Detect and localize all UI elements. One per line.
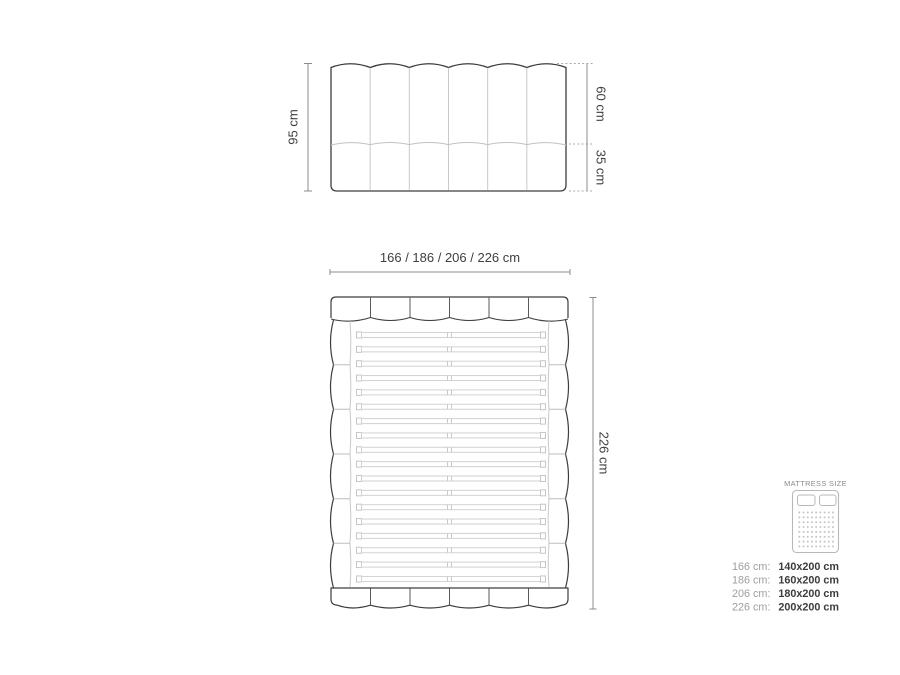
legend-row bbox=[732, 571, 839, 588]
legend-mattress-size: 200x200 cm bbox=[778, 601, 839, 614]
legend-row bbox=[732, 598, 839, 615]
legend-frame-size: 166 cm: bbox=[732, 561, 771, 573]
legend-mattress-size: 140x200 cm bbox=[778, 561, 839, 573]
plan-headboard bbox=[331, 297, 568, 321]
headboard-front-view bbox=[331, 64, 566, 191]
legend-frame-size: 186 cm: bbox=[732, 574, 771, 587]
length-dimension bbox=[590, 298, 612, 610]
width-dimension-label: 166 / 186 / 206 / 226 cm bbox=[379, 250, 521, 265]
legend-mattress-size: 160x200 cm bbox=[778, 574, 839, 587]
bed-plan-view bbox=[331, 297, 569, 608]
legend-row bbox=[732, 557, 839, 574]
legend-mattress-size: 180x200 cm bbox=[778, 588, 839, 600]
front-height-label: 95 cm bbox=[285, 109, 301, 145]
legend-title: MATTRESS SIZE bbox=[784, 479, 847, 488]
length-dimension-label: 226 cm bbox=[596, 431, 612, 475]
side-rail-right bbox=[548, 320, 568, 588]
plan-headboard-wave bbox=[331, 318, 568, 322]
front-upper-label: 60 cm bbox=[593, 86, 609, 122]
slats bbox=[357, 332, 546, 582]
legend-frame-size: 226 cm: bbox=[732, 601, 771, 614]
mattress-icon bbox=[793, 491, 839, 553]
front-lower-label: 35 cm bbox=[593, 149, 609, 186]
legend-row bbox=[732, 584, 839, 601]
legend-frame-size: 206 cm: bbox=[732, 588, 771, 600]
front-height-dimension bbox=[285, 64, 312, 192]
side-rail-left bbox=[331, 320, 351, 588]
width-dimension bbox=[330, 250, 570, 275]
mattress-size-legend bbox=[732, 479, 847, 615]
plan-footboard bbox=[331, 588, 568, 608]
